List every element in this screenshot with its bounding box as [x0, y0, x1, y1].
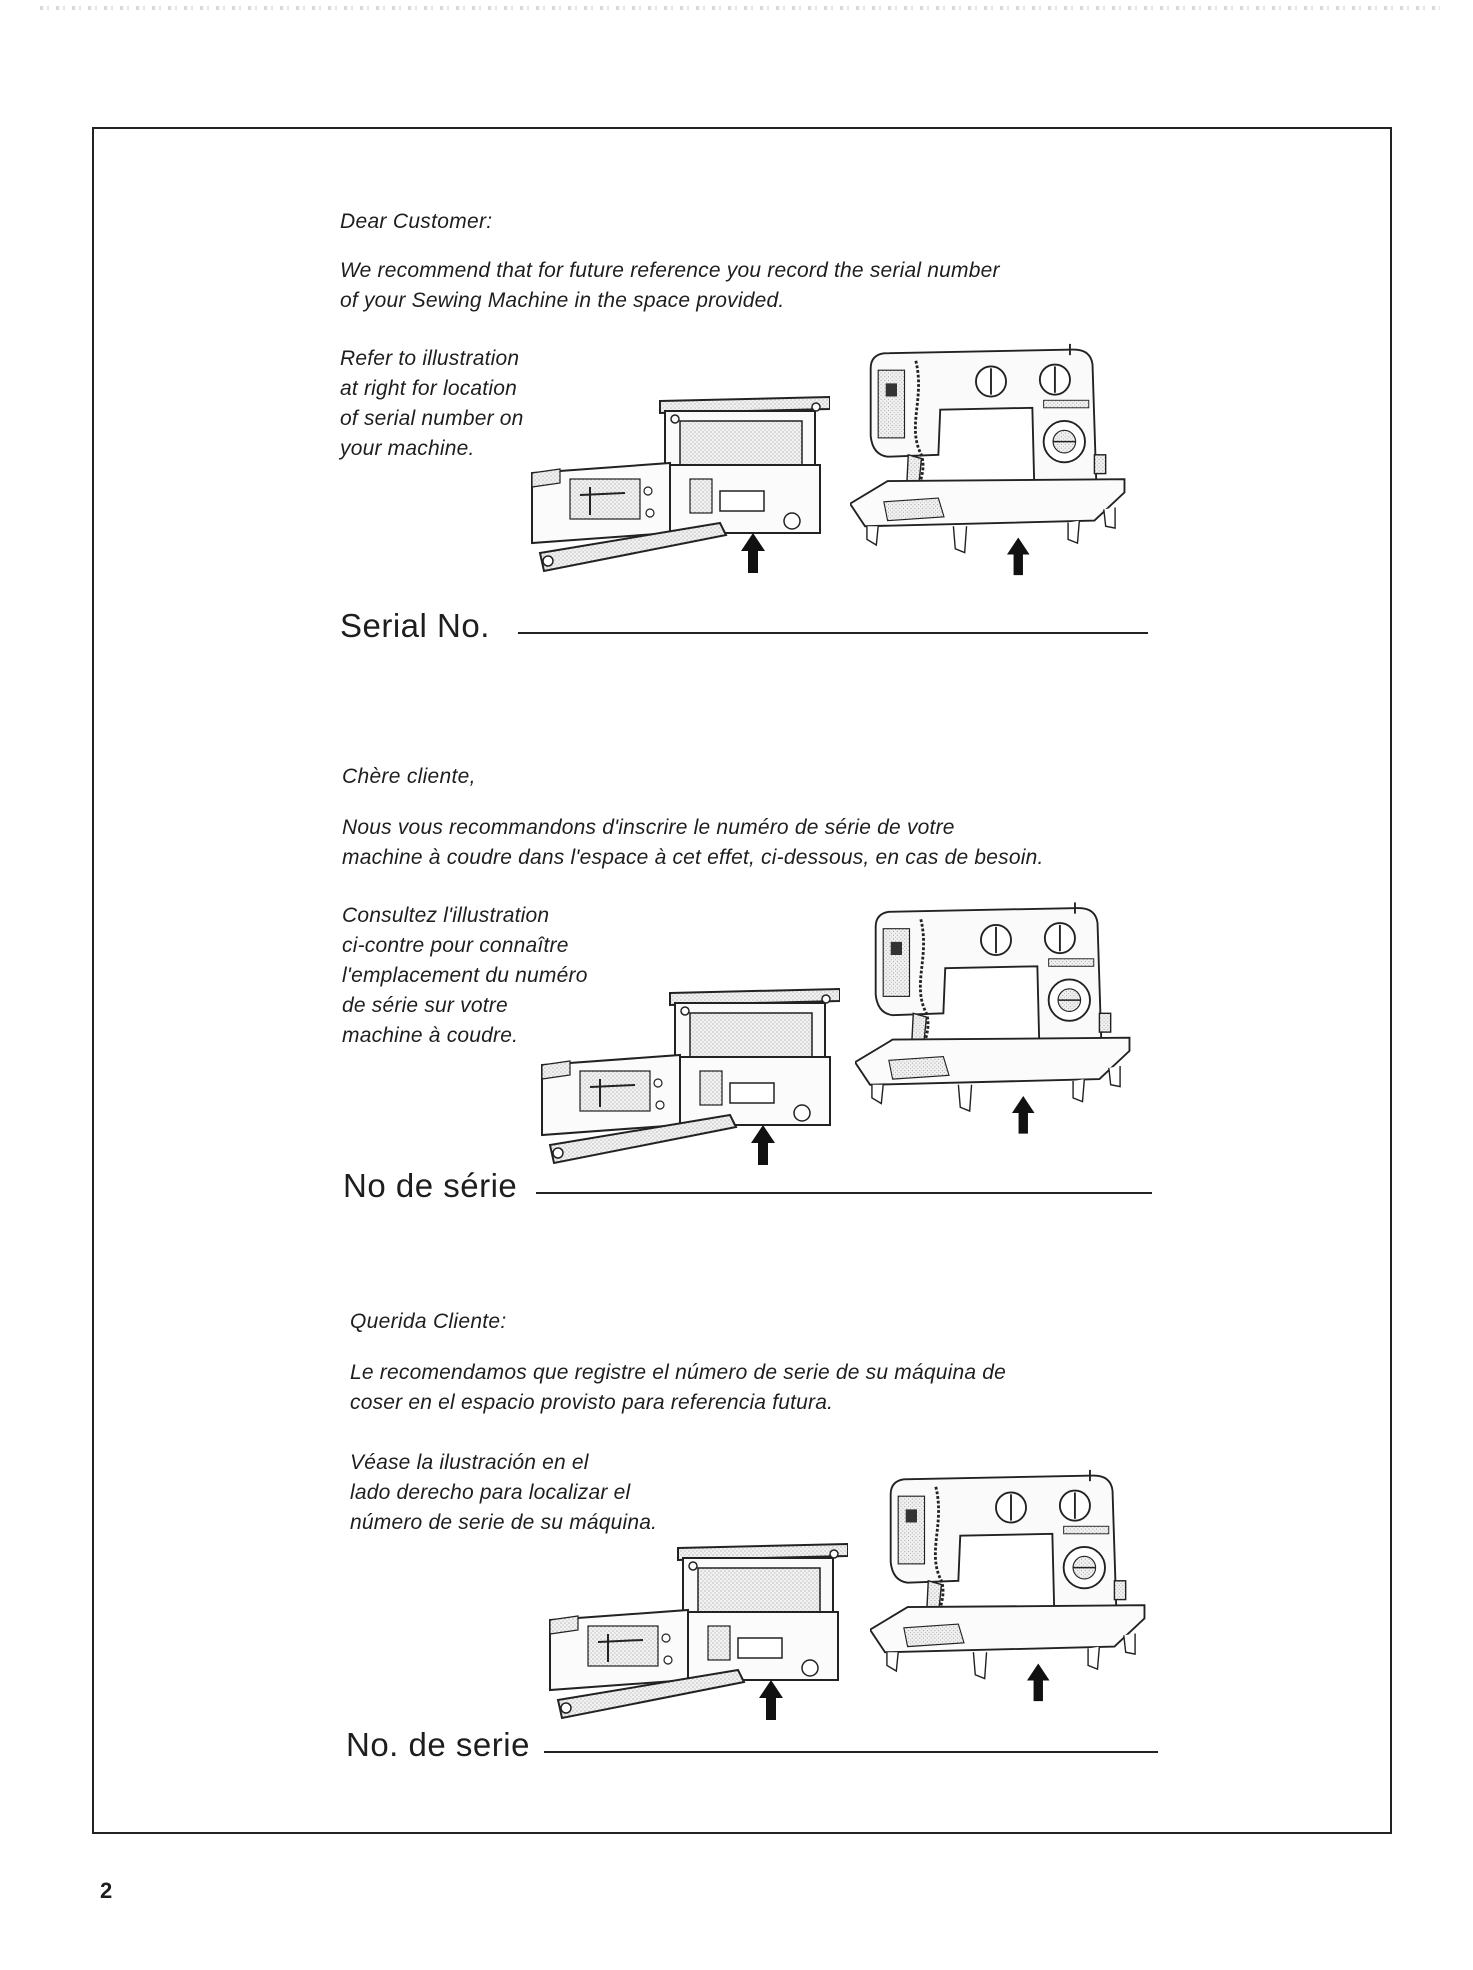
illustration-note	[350, 1448, 657, 1538]
underside-illustration	[548, 1530, 848, 1730]
note-line: of serial number on	[340, 407, 524, 430]
intro-line: machine à coudre dans l'espace à cet effet, ci-dessous, en cas de besoin.	[342, 846, 1044, 869]
serial-number-label: No de série	[343, 1167, 518, 1204]
note-line: lado derecho para localizar el	[350, 1481, 631, 1504]
note-line: Refer to illustration	[340, 347, 520, 370]
sewing-machine-illustration	[855, 893, 1137, 1143]
intro-line: of your Sewing Machine in the space provided.	[340, 289, 785, 312]
serial-number-label: No. de serie	[346, 1726, 530, 1763]
note-line: Consultez l'illustration	[342, 904, 550, 927]
intro-line: Le recomendamos que registre el número de serie de su máquina de	[350, 1361, 1007, 1384]
intro-paragraph	[350, 1358, 1006, 1418]
serial-number-label: Serial No.	[340, 607, 490, 644]
note-line: ci-contre pour connaître	[342, 934, 569, 957]
note-line: at right for location	[340, 377, 517, 400]
intro-line: Nous vous recommandons d'inscrire le numéro de série de votre	[342, 816, 955, 839]
illustration-note	[340, 344, 524, 464]
intro-line: coser en el espacio provisto para referencia futura.	[350, 1391, 834, 1414]
underside-illustration	[540, 975, 840, 1175]
salutation: Chère cliente,	[342, 765, 476, 788]
note-line: Véase la ilustración en el	[350, 1451, 589, 1474]
page-number: 2	[100, 1878, 113, 1903]
note-line: l'emplacement du numéro	[342, 964, 588, 987]
serial-number-field[interactable]	[544, 1751, 1158, 1753]
salutation: Querida Cliente:	[350, 1310, 507, 1333]
note-line: your machine.	[340, 437, 475, 460]
scan-artifact	[40, 6, 1440, 10]
intro-line: We recommend that for future reference you record the serial number	[340, 259, 1000, 282]
sewing-machine-illustration	[870, 1458, 1152, 1713]
intro-paragraph	[340, 256, 1000, 316]
salutation: Dear Customer:	[340, 210, 493, 233]
sewing-machine-illustration	[850, 332, 1132, 587]
note-line: de série sur votre	[342, 994, 508, 1017]
note-line: número de serie de su máquina.	[350, 1511, 658, 1534]
intro-paragraph	[342, 813, 1044, 873]
serial-number-field[interactable]	[518, 632, 1148, 634]
serial-number-field[interactable]	[536, 1192, 1152, 1194]
note-line: machine à coudre.	[342, 1024, 519, 1047]
underside-illustration	[530, 383, 830, 583]
